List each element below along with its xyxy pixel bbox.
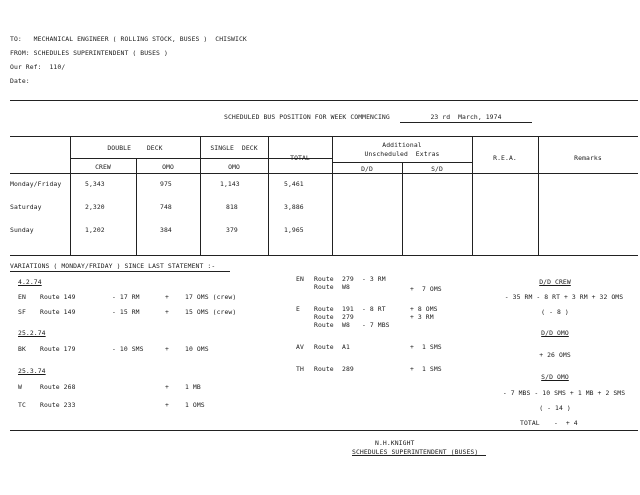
route-number: 289 <box>342 365 354 373</box>
header-unscheduled: Unscheduled Extras <box>364 150 440 158</box>
route: Route <box>314 321 334 329</box>
garage-code: BK <box>18 345 26 353</box>
memo-date: Date: <box>10 77 30 85</box>
header-total: TOTAL <box>290 154 310 162</box>
row-total: 3,886 <box>284 203 304 211</box>
sd-omo-heading: S/D OMO <box>541 373 569 381</box>
change: 1 OMS <box>185 401 205 409</box>
row-label: Saturday <box>10 203 42 211</box>
plus: + <box>165 308 169 316</box>
memo-ref: Our Ref: 110/ <box>10 63 66 71</box>
garage-code: SF <box>18 308 26 316</box>
header-dd: D/D <box>361 165 373 173</box>
change: 17 OMS (crew) <box>185 293 237 301</box>
date-25-2-74: 25.2.74 <box>18 329 46 337</box>
row-dd-omo: 975 <box>160 180 172 188</box>
row-total: 1,965 <box>284 226 304 234</box>
row-sd-omo: 379 <box>226 226 238 234</box>
change: - 10 SMS <box>112 345 144 353</box>
plus: + <box>410 285 414 293</box>
sd-omo-total: ( - 14 ) <box>539 404 571 412</box>
garage-code: AV <box>296 343 304 351</box>
route: Route 149 <box>40 293 76 301</box>
dd-omo-value: + 26 OMS <box>539 351 571 359</box>
row-dd-omo: 384 <box>160 226 172 234</box>
signature-name: N.H.KNIGHT <box>375 439 415 447</box>
row-crew: 2,320 <box>85 203 105 211</box>
change: 1 SMS <box>422 365 442 373</box>
garage-code: EN <box>296 275 304 283</box>
plus: + <box>165 383 169 391</box>
change: + 3 RM <box>410 313 434 321</box>
sd-omo-value: - 7 MBS - 10 SMS + 1 MB + 2 SMS <box>502 389 626 397</box>
route: Route <box>314 283 334 291</box>
change: + 8 OMS <box>410 305 438 313</box>
header-single-deck: SINGLE DECK <box>210 144 258 152</box>
route: Route 233 <box>40 401 76 409</box>
change: 1 SMS <box>422 343 442 351</box>
garage-code: W <box>18 383 22 391</box>
route: Route <box>314 365 334 373</box>
row-crew: 5,343 <box>85 180 105 188</box>
header-remarks: Remarks <box>574 154 602 162</box>
dd-crew-total: ( - 8 ) <box>541 308 569 316</box>
header-sd-omo: OMO <box>228 163 240 171</box>
route-number: W8 <box>342 283 350 291</box>
route-number: A1 <box>342 343 350 351</box>
dd-crew-heading: D/D CREW <box>539 278 571 286</box>
dd-omo-heading: D/D OMO <box>541 329 569 337</box>
row-label: Monday/Friday <box>10 180 62 188</box>
header-sd: S/D <box>431 165 443 173</box>
plus: + <box>165 293 169 301</box>
garage-code: TH <box>296 365 304 373</box>
route: Route <box>314 343 334 351</box>
route: Route 179 <box>40 345 76 353</box>
week-date: 23 rd March, 1974 <box>430 113 502 121</box>
dd-crew-value: - 35 RM - 8 RT + 3 RM + 32 OMS <box>504 293 624 301</box>
row-sd-omo: 818 <box>226 203 238 211</box>
route-number: W8 <box>342 321 350 329</box>
route: Route <box>314 305 334 313</box>
memo-from: FROM: SCHEDULES SUPERINTENDENT ( BUSES ) <box>10 49 168 57</box>
change: - 17 RM <box>112 293 140 301</box>
route: Route <box>314 275 334 283</box>
row-total: 5,461 <box>284 180 304 188</box>
header-rea: R.E.A. <box>493 154 517 162</box>
header-dd-omo: OMO <box>162 163 174 171</box>
route: Route 268 <box>40 383 76 391</box>
row-label: Sunday <box>10 226 34 234</box>
change: 1 MB <box>185 383 201 391</box>
variations-heading: VARIATIONS ( MONDAY/FRIDAY ) SINCE LAST STATEMENT :- <box>10 262 216 270</box>
plus: + <box>165 345 169 353</box>
route-number: 191 <box>342 305 354 313</box>
date-4-2-74: 4.2.74 <box>18 278 42 286</box>
row-crew: 1,202 <box>85 226 105 234</box>
row-dd-omo: 748 <box>160 203 172 211</box>
table-title: SCHEDULED BUS POSITION FOR WEEK COMMENCING <box>224 113 390 121</box>
route-number: 279 <box>342 313 354 321</box>
change: - 15 RM <box>112 308 140 316</box>
change: - 7 MBS <box>362 321 390 329</box>
garage-code: E <box>296 305 300 313</box>
signature-title: SCHEDULES SUPERINTENDENT (BUSES) <box>352 448 479 456</box>
date-25-3-74: 25.3.74 <box>18 367 46 375</box>
row-sd-omo: 1,143 <box>220 180 240 188</box>
change: - 8 RT <box>362 305 386 313</box>
header-double-deck: DOUBLE DECK <box>107 144 163 152</box>
route: Route <box>314 313 334 321</box>
total-value: - + 4 <box>554 419 578 427</box>
plus: + <box>410 365 414 373</box>
header-additional: Additional <box>382 141 422 149</box>
change: 7 OMS <box>422 285 442 293</box>
change: 15 OMS (crew) <box>185 308 237 316</box>
total-label: TOTAL <box>520 419 540 427</box>
garage-code: EN <box>18 293 26 301</box>
memo-to: TO: MECHANICAL ENGINEER ( ROLLING STOCK, BUSES ) CHISWICK <box>10 35 247 43</box>
route: Route 149 <box>40 308 76 316</box>
plus: + <box>165 401 169 409</box>
route-number: 279 <box>342 275 354 283</box>
header-crew: CREW <box>95 163 111 171</box>
change: - 3 RM <box>362 275 386 283</box>
plus: + <box>410 343 414 351</box>
change: 10 OMS <box>185 345 209 353</box>
garage-code: TC <box>18 401 26 409</box>
